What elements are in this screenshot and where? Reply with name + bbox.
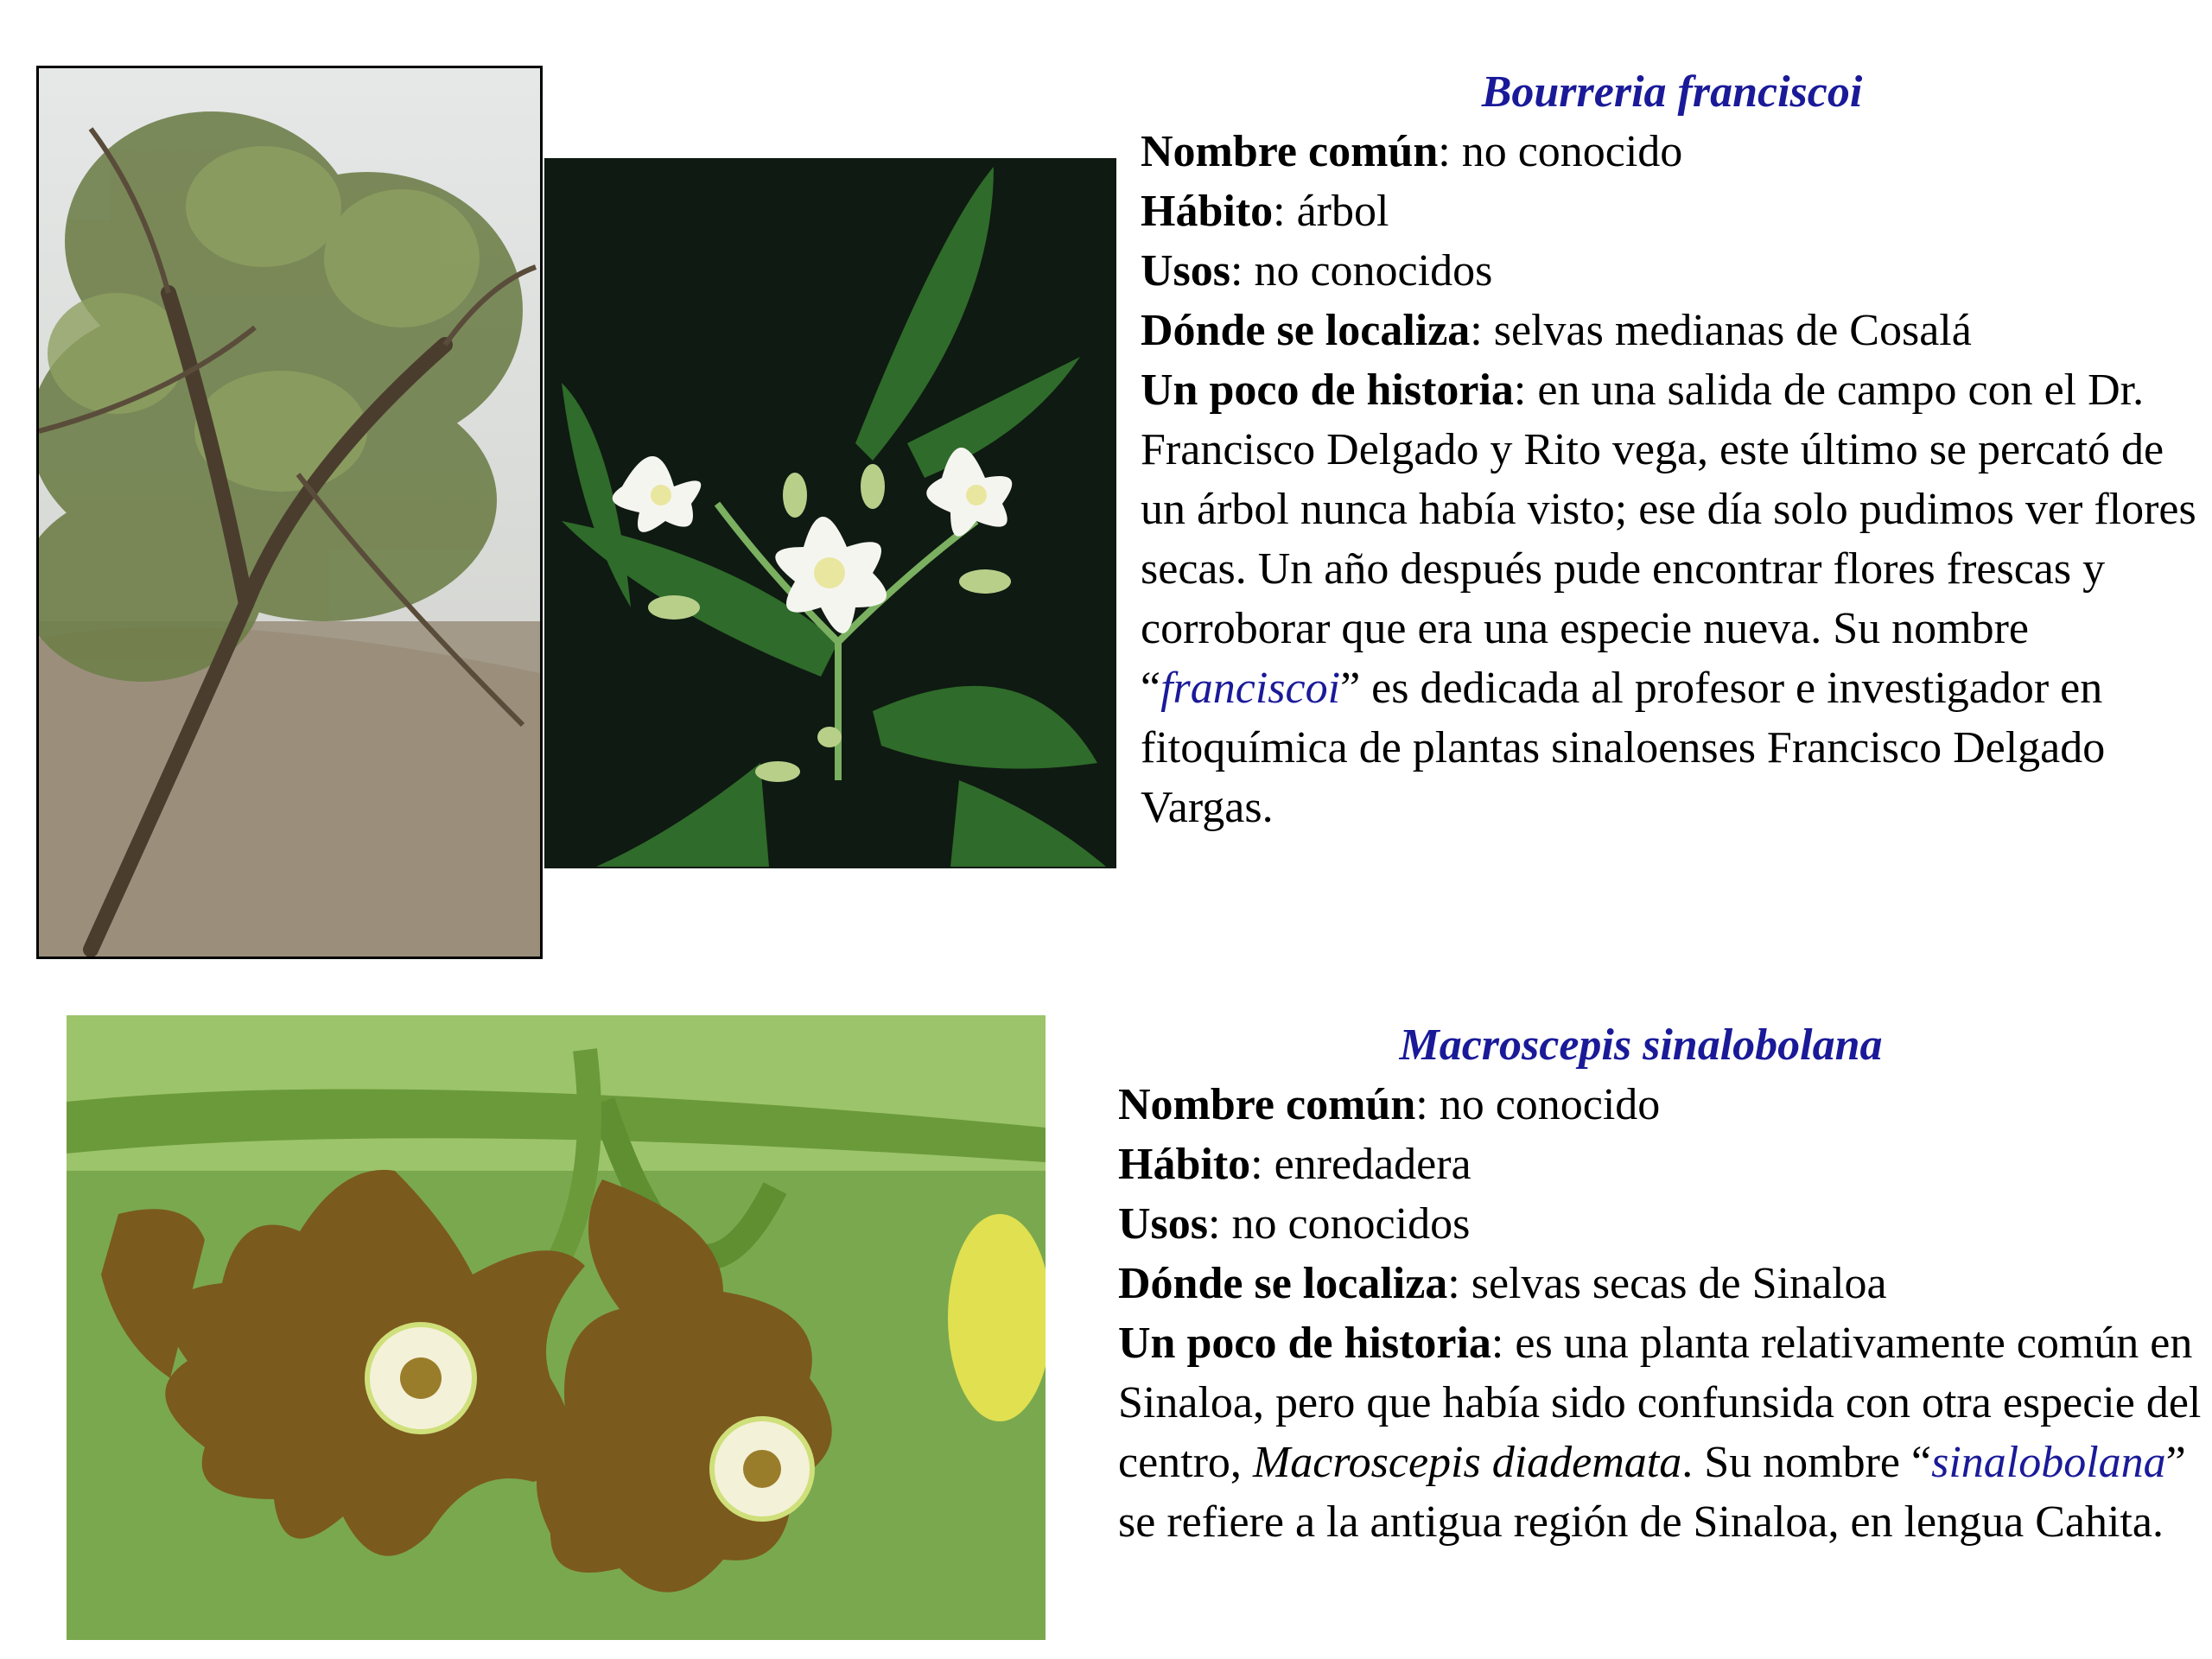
common-name-row — [1118, 1075, 2207, 1135]
species-entry-macroscepis — [1118, 1015, 2207, 1552]
uses-value: : no conocidos — [1230, 246, 1493, 296]
common-name-label: Nombre común — [1141, 127, 1439, 176]
related-species-text: Macroscepis diademata — [1252, 1438, 1682, 1487]
common-name-value: : no conocido — [1438, 127, 1683, 176]
history-label: Un poco de historia — [1118, 1319, 1491, 1368]
history-text-end: ” se refiere a la antigua región de Sinaloa, en lengua Cahita. — [1118, 1438, 2186, 1547]
uses-label: Usos — [1118, 1199, 1209, 1249]
uses-row — [1141, 241, 2208, 301]
common-name-label: Nombre común — [1118, 1080, 1416, 1129]
species-title: Macroscepis sinalobolana — [1399, 1020, 1883, 1070]
location-label: Dónde se localiza — [1118, 1259, 1448, 1308]
brown-flowers-photo — [67, 1015, 1046, 1640]
species-entry-bourreria — [1141, 62, 2208, 837]
tree-photo — [36, 66, 543, 959]
location-value: : selvas medianas de Cosalá — [1470, 306, 1972, 355]
habit-row — [1141, 181, 2208, 241]
habit-label: Hábito — [1141, 187, 1274, 236]
history-paragraph — [1118, 1313, 2207, 1552]
history-label: Un poco de historia — [1141, 365, 1514, 415]
white-flowers-photo — [544, 158, 1116, 868]
habit-value: : enredadera — [1250, 1140, 1471, 1189]
location-row — [1141, 301, 2208, 360]
species-title: Bourreria franciscoi — [1481, 67, 1863, 117]
history-text: : es una planta relativamente común en Sinaloa, pero que había sido confunsida con otra especie del centro, — [1118, 1319, 2202, 1487]
epithet-text: sinalobolana — [1931, 1438, 2166, 1487]
location-label: Dónde se localiza — [1141, 306, 1471, 355]
common-name-value: : no conocido — [1415, 1080, 1661, 1129]
location-value: : selvas secas de Sinaloa — [1447, 1259, 1887, 1308]
history-text-end: ” es dedicada al profesor e investigador en fitoquímica de plantas sinaloenses Francisco Delgado Vargas. — [1141, 664, 2106, 832]
epithet-text: franciscoi — [1160, 664, 1341, 713]
habit-value: : árbol — [1273, 187, 1389, 236]
common-name-row — [1141, 122, 2208, 181]
habit-label: Hábito — [1118, 1140, 1251, 1189]
history-paragraph — [1141, 360, 2208, 837]
history-text: : en una salida de campo con el Dr. Francisco Delgado y Rito vega, este último se percató de un árbol nunca había visto; ese día solo pudimos ver flores secas. Un año después pude encontrar flores frescas y corroborar que era una especie nueva. Su nombre “ — [1141, 365, 2196, 713]
habit-row — [1118, 1135, 2207, 1194]
uses-row — [1118, 1194, 2207, 1254]
history-text-middle: . Su nombre “ — [1681, 1438, 1932, 1487]
uses-label: Usos — [1141, 246, 1231, 296]
uses-value: : no conocidos — [1208, 1199, 1471, 1249]
location-row — [1118, 1254, 2207, 1313]
